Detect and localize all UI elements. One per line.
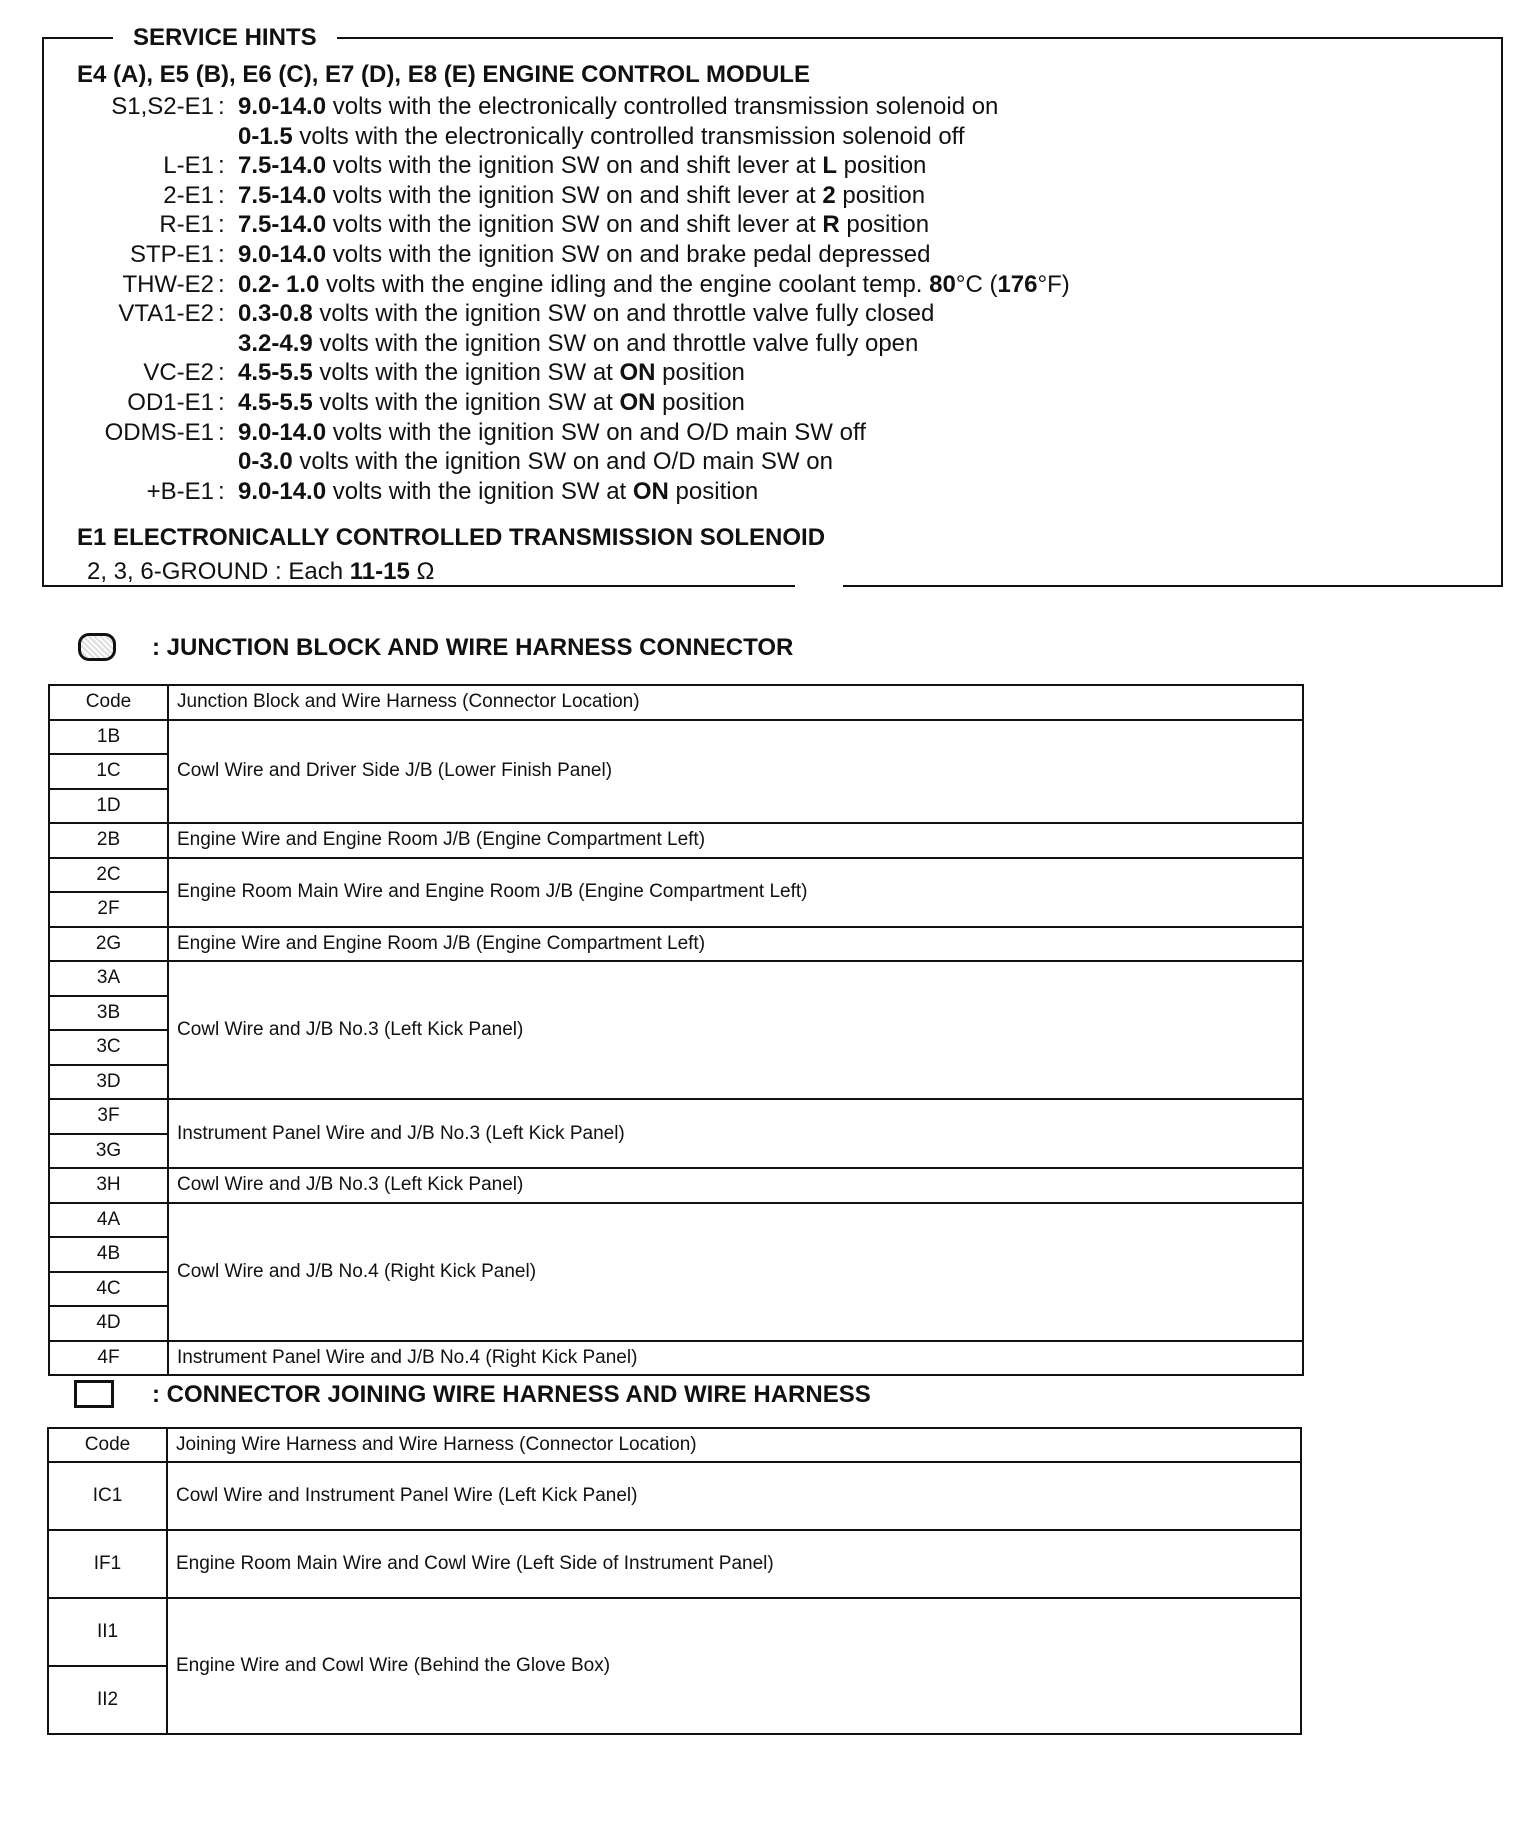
spec-value: 4.5-5.5 xyxy=(238,359,313,387)
connector-code: 3D xyxy=(49,1065,168,1100)
connector-location: Engine Wire and Engine Room J/B (Engine Compartment Left) xyxy=(168,927,1303,962)
connector-location: Instrument Panel Wire and J/B No.4 (Right Kick Panel) xyxy=(168,1341,1303,1376)
ecm-heading: E4 (A), E5 (B), E6 (C), E7 (D), E8 (E) ENGINE CONTROL MODULE xyxy=(77,61,810,88)
ecm-hint-row xyxy=(0,92,1490,122)
junction-block-table xyxy=(48,684,1304,1376)
spec-value: 7.5-14.0 xyxy=(238,181,327,209)
spec-description: volts with the ignition SW on and O/D main SW off xyxy=(326,418,866,446)
connector-location: Engine Wire and Engine Room J/B (Engine Compartment Left) xyxy=(168,823,1303,858)
spec-description: volts with the ignition SW at xyxy=(312,359,620,387)
connector-code: II2 xyxy=(48,1666,167,1734)
connector-code: 2C xyxy=(49,858,168,893)
spec-text xyxy=(238,388,745,418)
spec-value: 0-1.5 xyxy=(238,122,293,150)
spec-value: 9.0-14.0 xyxy=(238,418,327,446)
connector-location: Instrument Panel Wire and J/B No.3 (Left Kick Panel) xyxy=(168,1099,1303,1168)
spec-text xyxy=(238,358,745,388)
colon-separator: : xyxy=(218,300,225,328)
connector-table xyxy=(47,1427,1302,1735)
spec-text xyxy=(238,270,1070,300)
connector-code: II1 xyxy=(48,1598,167,1666)
spec-description: position xyxy=(837,152,927,180)
connector-code: 4F xyxy=(49,1341,168,1376)
connector-code: 1C xyxy=(49,754,168,789)
connector-code: 3G xyxy=(49,1134,168,1169)
colon-separator: : xyxy=(218,270,225,298)
terminal-label: VTA1-E2 xyxy=(118,300,214,328)
connector-code: 3H xyxy=(49,1168,168,1203)
ecm-hint-row xyxy=(0,299,1490,329)
connector-location: Engine Room Main Wire and Cowl Wire (Left Side of Instrument Panel) xyxy=(167,1530,1301,1598)
spec-description: volts with the ignition SW on and shift lever at xyxy=(326,152,823,180)
spec-description: volts with the electronically controlled transmission solenoid on xyxy=(326,93,999,120)
spec-description: °F) xyxy=(1037,270,1070,298)
spec-description: volts with the ignition SW on and shift lever at xyxy=(326,211,823,239)
spec-value: 3.2-4.9 xyxy=(238,329,313,357)
spec-description: position xyxy=(835,181,926,209)
spec-text xyxy=(238,181,925,211)
spec-description: volts with the ignition SW on and shift lever at xyxy=(326,181,823,209)
connector-legend-text: : CONNECTOR JOINING WIRE HARNESS AND WIRE HARNESS xyxy=(152,1381,871,1408)
spec-value: 0-3.0 xyxy=(238,448,293,476)
connector-code: IF1 xyxy=(48,1530,167,1598)
spec-description: volts with the ignition SW on and throttle valve fully closed xyxy=(312,300,935,328)
code-column-header: Code xyxy=(48,1428,167,1462)
description-column-header: Joining Wire Harness and Wire Harness (Connector Location) xyxy=(167,1428,1301,1462)
colon-separator: : xyxy=(218,359,225,387)
table-row xyxy=(49,961,1303,996)
spec-emphasis: 176 xyxy=(997,270,1038,298)
spec-description: position xyxy=(668,477,759,505)
spec-value: 9.0-14.0 xyxy=(238,93,327,120)
table-row xyxy=(49,1168,1303,1203)
spec-value: 0.2- 1.0 xyxy=(238,270,320,298)
terminal-label: VC-E2 xyxy=(143,359,214,387)
table-row xyxy=(49,927,1303,962)
connector-location: Engine Room Main Wire and Engine Room J/B (Engine Compartment Left) xyxy=(168,858,1303,927)
connector-code: 4B xyxy=(49,1237,168,1272)
colon-separator: : xyxy=(218,477,225,505)
terminal-label: STP-E1 xyxy=(129,241,214,268)
table-row xyxy=(49,1099,1303,1134)
terminal-label: S1,S2-E1 xyxy=(111,93,214,120)
spec-emphasis: 80 xyxy=(929,270,956,298)
spec-emphasis: 2 xyxy=(822,181,836,209)
terminal-label: R-E1 xyxy=(159,211,214,239)
spec-text xyxy=(238,447,833,477)
ecm-hint-row xyxy=(0,418,1490,448)
table-header-row xyxy=(49,685,1303,720)
table-row xyxy=(49,720,1303,755)
colon-separator: : xyxy=(218,241,225,268)
ecm-hint-row xyxy=(0,477,1490,507)
table-row xyxy=(48,1530,1301,1598)
spec-text xyxy=(238,299,934,329)
connector-code: 2F xyxy=(49,892,168,927)
solenoid-heading: E1 ELECTRONICALLY CONTROLLED TRANSMISSION SOLENOID xyxy=(77,524,826,551)
connector-code: 2B xyxy=(49,823,168,858)
spec-description: °C ( xyxy=(955,270,998,298)
spec-description: volts with the ignition SW on and throttle valve fully open xyxy=(312,329,919,357)
connector-code: 3F xyxy=(49,1099,168,1134)
spec-description: volts with the ignition SW at xyxy=(312,389,620,416)
junction-block-legend-text: : JUNCTION BLOCK AND WIRE HARNESS CONNECTOR xyxy=(152,634,794,661)
spec-text xyxy=(238,122,965,152)
connector-code: IC1 xyxy=(48,1462,167,1530)
spec-emphasis: R xyxy=(822,211,840,239)
spec-text xyxy=(238,240,930,270)
spec-value: 9.0-14.0 xyxy=(238,241,327,268)
connector-code: 3C xyxy=(49,1030,168,1065)
table-row xyxy=(49,1203,1303,1238)
connector-code: 4C xyxy=(49,1272,168,1307)
spec-value: 7.5-14.0 xyxy=(238,152,327,180)
spec-description: volts with the engine idling and the engine coolant temp. xyxy=(319,270,930,298)
ecm-hint-row xyxy=(0,270,1490,300)
connector-code: 1D xyxy=(49,789,168,824)
spec-description: volts with the ignition SW on and brake pedal depressed xyxy=(326,241,931,268)
ecm-hint-row xyxy=(0,151,1490,181)
spec-description: position xyxy=(655,389,745,416)
ecm-hint-row xyxy=(0,240,1490,270)
terminal-label: THW-E2 xyxy=(122,270,214,298)
table-row xyxy=(48,1462,1301,1530)
spec-description: volts with the ignition SW on and O/D main SW on xyxy=(292,448,833,476)
ecm-hint-row xyxy=(0,358,1490,388)
connector-code: 2G xyxy=(49,927,168,962)
colon-separator: : xyxy=(218,418,225,446)
connector-location: Cowl Wire and Instrument Panel Wire (Left Kick Panel) xyxy=(167,1462,1301,1530)
spec-description: volts with the ignition SW at xyxy=(326,477,633,505)
terminal-label: ODMS-E1 xyxy=(104,418,214,446)
spec-text xyxy=(238,418,866,448)
connector-code: 1B xyxy=(49,720,168,755)
service-hints-title: SERVICE HINTS xyxy=(113,22,337,54)
terminal-label: +B-E1 xyxy=(146,477,214,505)
solenoid-ground-spec xyxy=(87,557,434,587)
table-row xyxy=(49,858,1303,893)
ecm-hint-row xyxy=(0,210,1490,240)
spec-text xyxy=(238,477,758,507)
ground-prefix: 2, 3, 6-GROUND : Each xyxy=(87,558,350,585)
spec-text xyxy=(238,92,998,122)
connector-icon xyxy=(74,1380,114,1408)
connector-code: 4A xyxy=(49,1203,168,1238)
terminal-label: 2-E1 xyxy=(163,181,214,209)
connector-location: Cowl Wire and Driver Side J/B (Lower Finish Panel) xyxy=(168,720,1303,824)
spec-emphasis: ON xyxy=(632,477,669,505)
ecm-hint-row xyxy=(0,388,1490,418)
connector-code: 4D xyxy=(49,1306,168,1341)
code-column-header: Code xyxy=(49,685,168,720)
connector-location: Cowl Wire and J/B No.4 (Right Kick Panel) xyxy=(168,1203,1303,1341)
spec-emphasis: ON xyxy=(619,359,656,387)
table-row xyxy=(48,1598,1301,1666)
spec-description: position xyxy=(839,211,930,239)
spec-emphasis: L xyxy=(822,152,837,180)
ecm-hint-row xyxy=(0,181,1490,211)
connector-location: Cowl Wire and J/B No.3 (Left Kick Panel) xyxy=(168,1168,1303,1203)
ecm-hint-row xyxy=(0,122,1490,152)
ecm-hint-row xyxy=(0,447,1490,477)
colon-separator: : xyxy=(218,211,225,239)
spec-description: position xyxy=(655,359,745,387)
spec-value: 4.5-5.5 xyxy=(238,389,313,416)
ground-unit: Ω xyxy=(409,558,435,585)
connector-location: Engine Wire and Cowl Wire (Behind the Glove Box) xyxy=(167,1598,1301,1734)
ecm-hint-row xyxy=(0,329,1490,359)
terminal-label: L-E1 xyxy=(163,152,214,180)
spec-value: 9.0-14.0 xyxy=(238,477,327,505)
spec-emphasis: ON xyxy=(619,389,656,416)
table-header-row xyxy=(48,1428,1301,1462)
ground-value: 11-15 xyxy=(349,558,410,585)
connector-code: 3A xyxy=(49,961,168,996)
junction-block-icon xyxy=(78,633,116,661)
table-row xyxy=(49,1341,1303,1376)
colon-separator: : xyxy=(218,181,225,209)
colon-separator: : xyxy=(218,93,225,120)
spec-text xyxy=(238,210,929,240)
box-bottom-border-right xyxy=(843,585,1503,587)
spec-value: 7.5-14.0 xyxy=(238,211,327,239)
colon-separator: : xyxy=(218,152,225,180)
description-column-header: Junction Block and Wire Harness (Connector Location) xyxy=(168,685,1303,720)
spec-text xyxy=(238,329,918,359)
connector-location: Cowl Wire and J/B No.3 (Left Kick Panel) xyxy=(168,961,1303,1099)
spec-value: 0.3-0.8 xyxy=(238,300,313,328)
connector-code: 3B xyxy=(49,996,168,1031)
colon-separator: : xyxy=(218,389,225,416)
spec-description: volts with the electronically controlled transmission solenoid off xyxy=(292,122,965,150)
table-row xyxy=(49,823,1303,858)
terminal-label: OD1-E1 xyxy=(127,389,214,416)
spec-text xyxy=(238,151,926,181)
